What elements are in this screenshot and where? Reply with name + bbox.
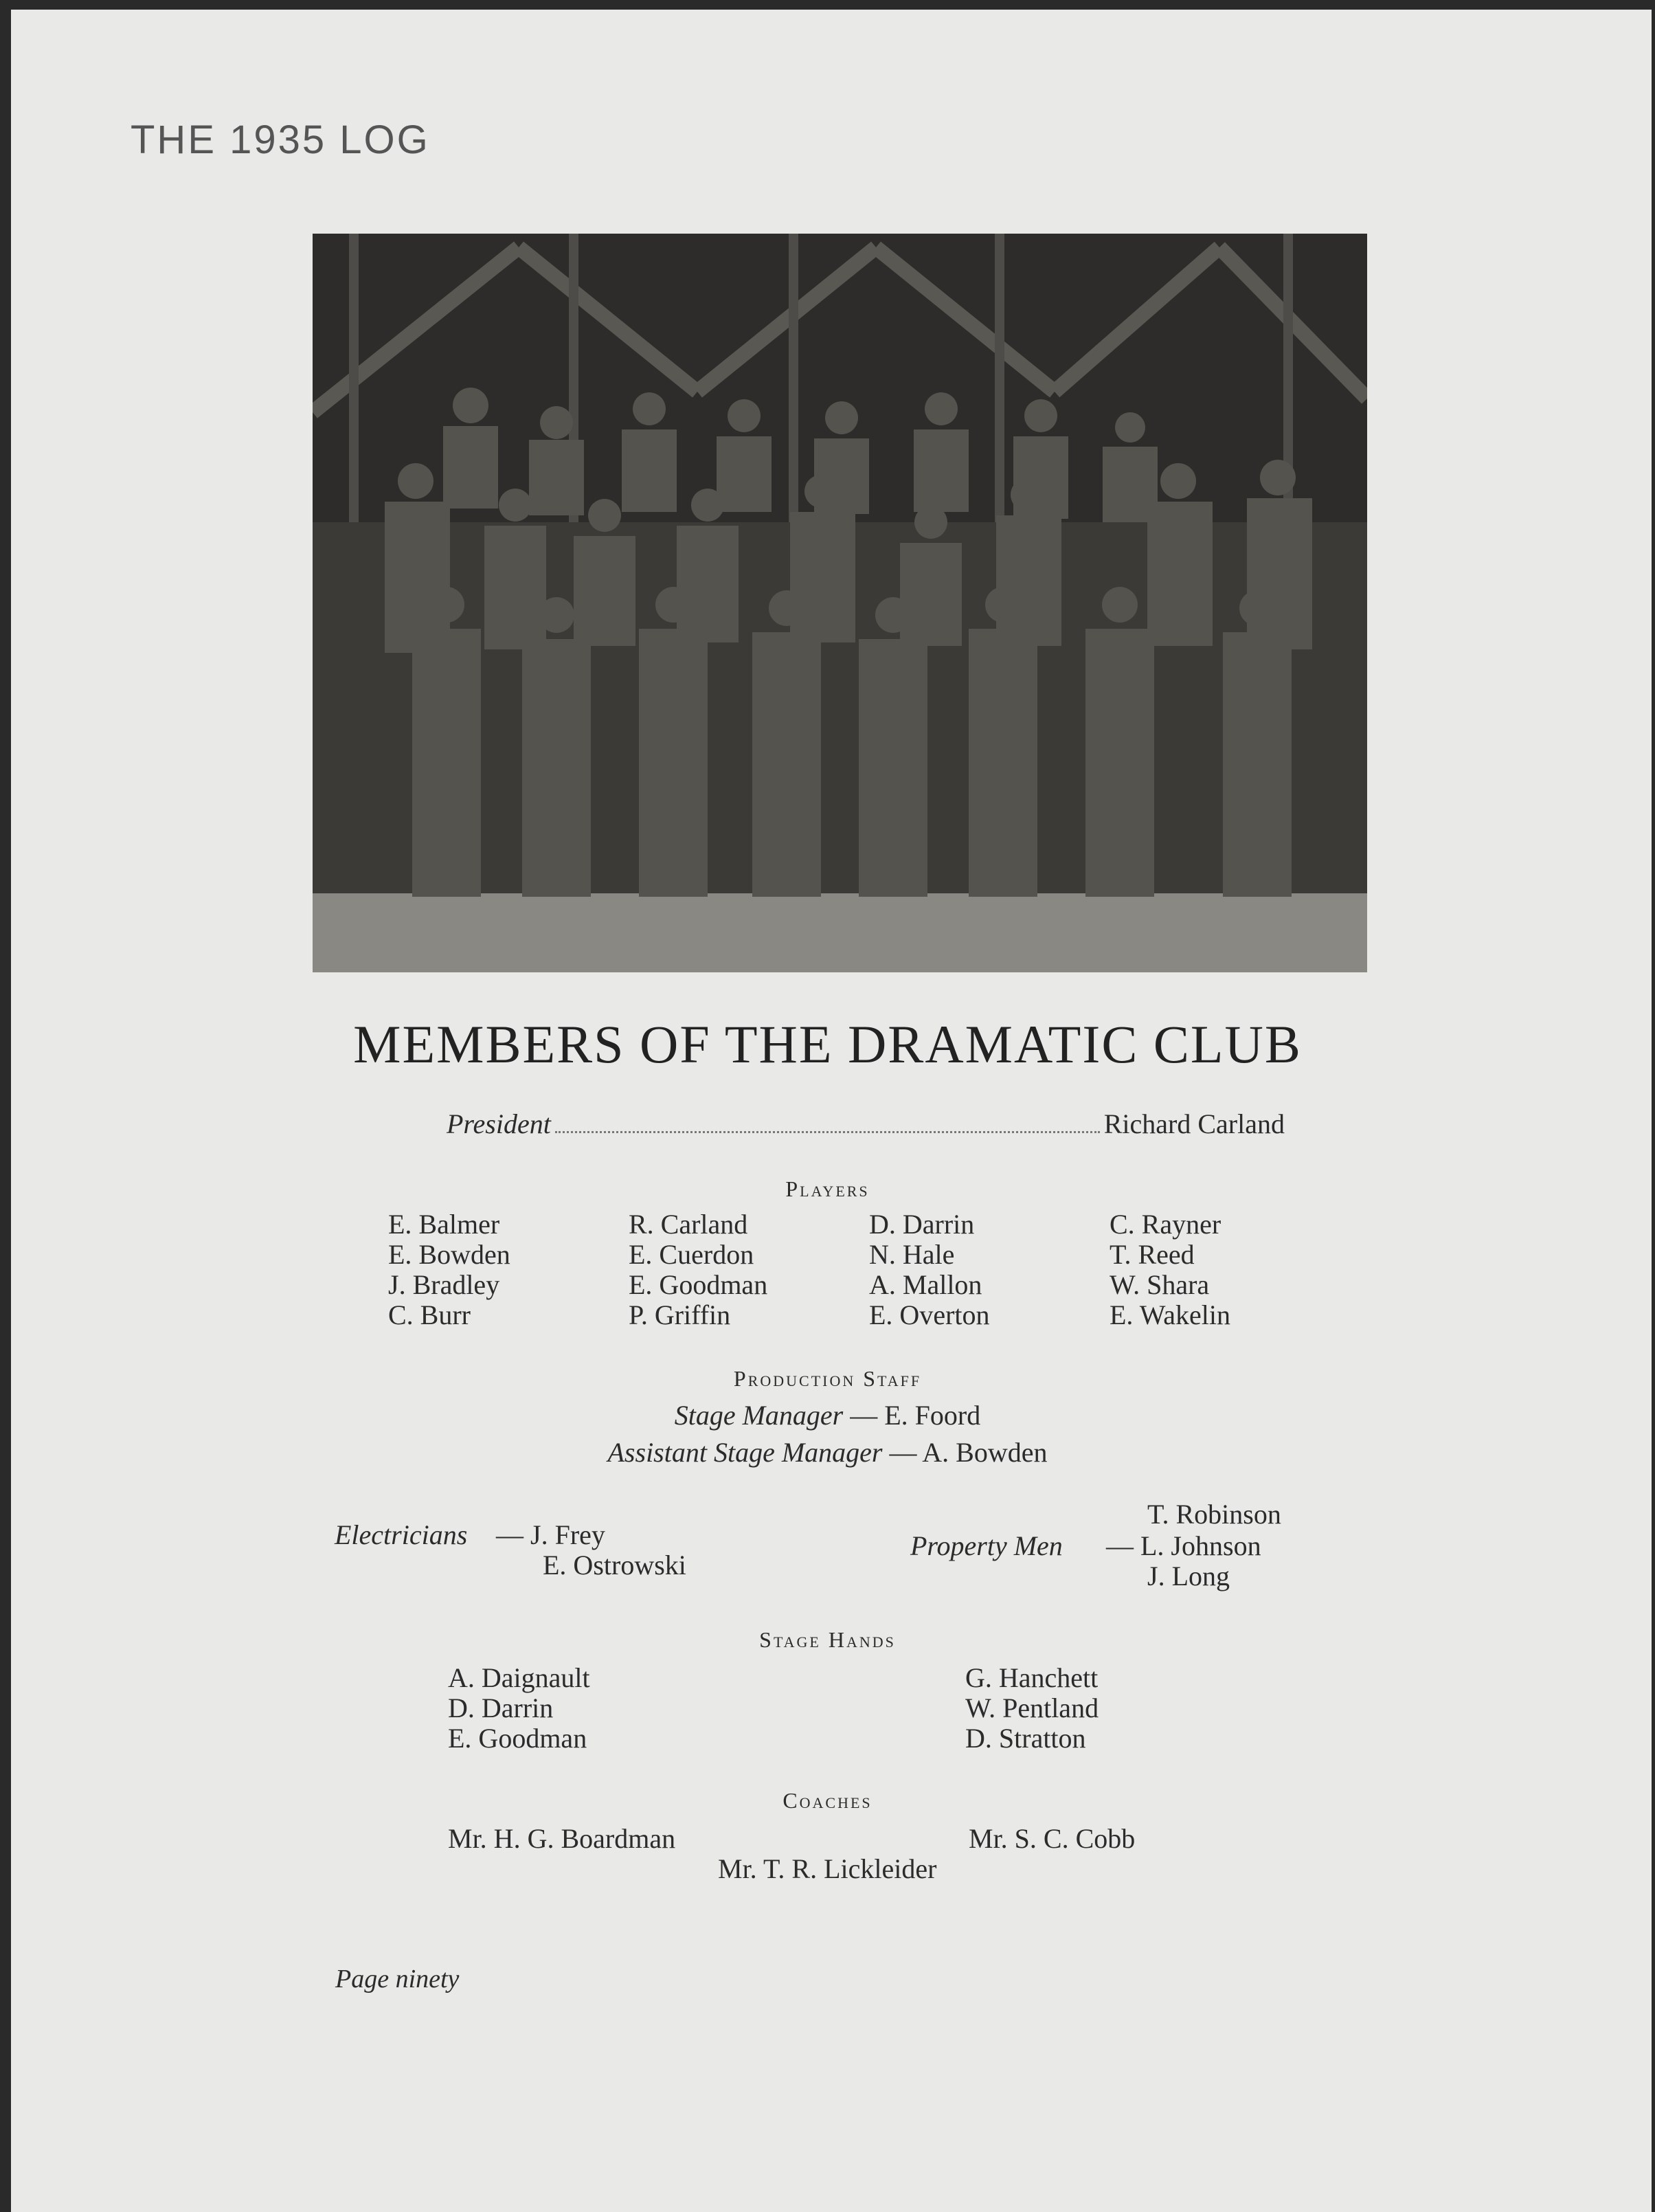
production-heading: Production Staff [733, 1366, 922, 1391]
stage-hand-name: W. Pentland [965, 1692, 1099, 1723]
page-header: THE 1935 LOG [131, 118, 430, 162]
player-name: C. Rayner [1110, 1209, 1221, 1240]
electrician-name: — J. Frey [496, 1519, 605, 1550]
coach-name: Mr. T. R. Lickleider [718, 1853, 937, 1884]
player-name: W. Shara [1110, 1269, 1210, 1300]
property-man-name: — L. Johnson [1106, 1530, 1261, 1561]
group-photo [313, 234, 1367, 972]
stage-hand-name: D. Darrin [448, 1692, 554, 1723]
player-name: E. Balmer [388, 1209, 500, 1240]
president-line [447, 1108, 1285, 1140]
players-column [388, 1209, 629, 1330]
player-name: E. Cuerdon [629, 1239, 754, 1270]
player-name: E. Wakelin [1110, 1299, 1230, 1330]
player-name: R. Carland [629, 1209, 748, 1240]
players-column [629, 1209, 869, 1330]
page-title: MEMBERS OF THE DRAMATIC CLUB [353, 1014, 1302, 1074]
player-name: E. Overton [869, 1299, 990, 1330]
stage-hand-name: G. Hanchett [965, 1662, 1099, 1693]
player-name: E. Goodman [629, 1269, 768, 1300]
electrician-name: E. Ostrowski [543, 1550, 686, 1580]
coach-name: Mr. H. G. Boardman [448, 1823, 676, 1854]
stage-manager-name: — E. Foord [850, 1400, 981, 1431]
stage-hands-heading: Stage Hands [759, 1627, 896, 1652]
player-name: C. Burr [388, 1299, 471, 1330]
assistant-stage-manager-line [0, 1436, 1655, 1468]
player-name: A. Mallon [869, 1269, 982, 1300]
coaches-heading: Coaches [783, 1788, 872, 1813]
page-number: Page ninety [335, 1965, 460, 1993]
property-man-name: J. Long [1147, 1561, 1230, 1591]
stage-manager-role: Stage Manager [674, 1400, 844, 1431]
players-list [388, 1209, 1350, 1330]
property-men-role: Property Men [910, 1530, 1063, 1561]
electricians-role: Electricians [335, 1519, 468, 1550]
stage-hand-name: A. Daignault [448, 1662, 590, 1693]
president-role: President [447, 1108, 551, 1139]
player-name: J. Bradley [388, 1269, 500, 1300]
players-heading: Players [785, 1176, 870, 1201]
property-man-name: T. Robinson [1147, 1499, 1281, 1530]
assistant-stage-manager-name: — A. Bowden [889, 1437, 1048, 1468]
player-name: D. Darrin [869, 1209, 975, 1240]
assistant-stage-manager-role: Assistant Stage Manager [607, 1437, 883, 1468]
players-column [869, 1209, 1110, 1330]
player-name: P. Griffin [629, 1299, 731, 1330]
stage-hand-name: D. Stratton [965, 1723, 1086, 1754]
player-name: N. Hale [869, 1239, 955, 1270]
coach-name: Mr. S. C. Cobb [969, 1823, 1136, 1854]
players-column [1110, 1209, 1350, 1330]
president-name: Richard Carland [1103, 1108, 1285, 1139]
leader-dots [555, 1131, 1100, 1133]
stage-hand-name: E. Goodman [448, 1723, 587, 1754]
player-name: T. Reed [1110, 1239, 1195, 1270]
player-name: E. Bowden [388, 1239, 510, 1270]
stage-manager-line [0, 1399, 1655, 1431]
group-photo-image [313, 234, 1367, 972]
